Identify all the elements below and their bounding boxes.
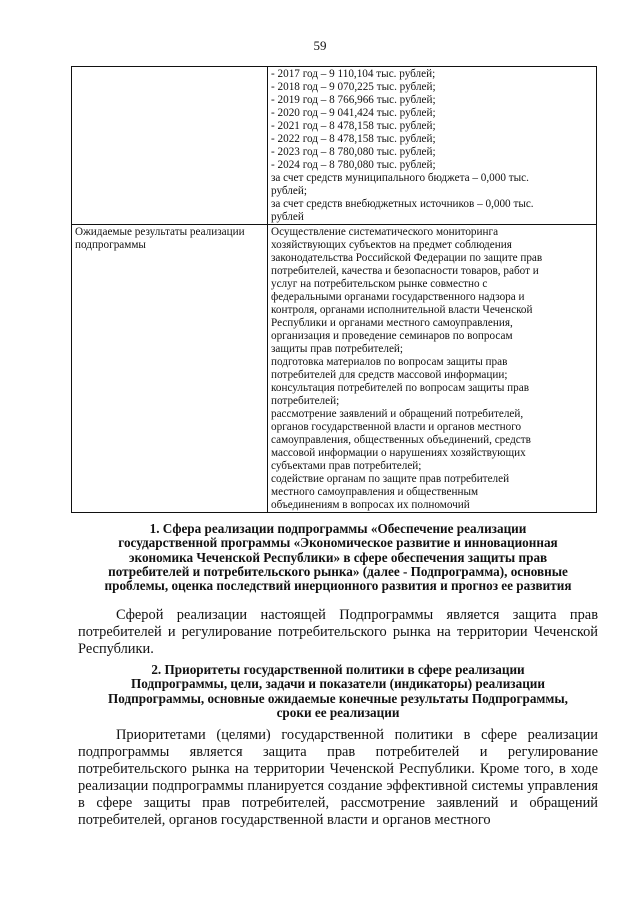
finance-line: - 2017 год – 9 110,104 тыс. рублей; <box>271 68 436 80</box>
finance-value-cell <box>268 67 597 225</box>
results-line: федеральными органами государственного надзора и <box>271 291 525 303</box>
results-line: защиты прав потребителей; <box>271 343 404 355</box>
finance-lines <box>271 68 593 224</box>
results-line: рассмотрение заявлений и обращений потребителей, <box>271 408 524 420</box>
heading-line: 1. Сфера реализации подпрограммы «Обеспечение реализации <box>149 522 527 536</box>
results-line: объединениям в вопросах их полномочий <box>271 499 470 511</box>
results-line: самоуправления, общественных объединений, средств <box>271 434 531 446</box>
finance-label-cell <box>72 67 268 225</box>
results-label-cell <box>72 225 268 513</box>
results-line: услуг на потребительском рынке совместно с <box>271 278 488 290</box>
heading-line: государственной программы «Экономическое развитие и инновационная <box>118 536 558 551</box>
results-line: массовой информации о нарушениях хозяйствующих <box>271 447 526 459</box>
results-line: организация и проведение семинаров по вопросам <box>271 330 513 342</box>
heading-line: Подпрограммы, цели, задачи и показатели (индикаторы) реализации <box>130 677 545 692</box>
heading-line: Подпрограммы, основные ожидаемые конечные результаты Подпрограммы, <box>108 691 568 706</box>
table-row-finance <box>72 67 597 225</box>
finance-line: за счет средств муниципального бюджета – 0,000 тыс. <box>271 172 529 184</box>
finance-line: - 2022 год – 8 478,158 тыс. рублей; <box>271 133 436 145</box>
section2-paragraph: Приоритетами (целями) государственной политики в сфере реализации подпрограммы является защита прав потребителей и регулирование потребительского рынка на территории Чеченской Республики. Кроме того, в ходе реализации подпрограммы планируется создание эффективной системы управления в сфере защиты прав потребителей, рассмотрение заявлений и обращений потребителей, органов государственной власти и органов местного <box>78 727 598 828</box>
finance-line: - 2024 год – 8 780,080 тыс. рублей; <box>271 159 436 171</box>
finance-line: - 2019 год – 8 766,966 тыс. рублей; <box>271 94 436 106</box>
results-line: потребителей, качества и безопасности товаров, работ и <box>271 265 539 277</box>
finance-line: - 2018 год – 9 070,225 тыс. рублей; <box>271 81 436 93</box>
finance-line: рублей; <box>271 185 307 197</box>
finance-line: - 2020 год – 9 041,424 тыс. рублей; <box>271 107 436 119</box>
section2-heading <box>78 663 598 720</box>
section1-heading <box>78 522 598 593</box>
results-line: подготовка материалов по вопросам защиты прав <box>271 356 508 368</box>
results-line: органов государственной власти и органов местного <box>271 421 522 433</box>
finance-line: за счет средств внебюджетных источников – 0,000 тыс. <box>271 198 534 210</box>
results-line: консультация потребителей по вопросам защиты прав <box>271 382 530 394</box>
results-line: законодательства Российской Федерации по защите прав <box>271 252 543 264</box>
section1-paragraph: Сферой реализации настоящей Подпрограммы является защита прав потребителей и регулирование потребительского рынка на территории Чеченской Республики. <box>78 607 598 657</box>
finance-line: - 2023 год – 8 780,080 тыс. рублей; <box>271 146 436 158</box>
finance-line: рублей <box>271 211 304 223</box>
results-line: Осуществление систематического мониторинга <box>271 226 499 238</box>
page-number: 59 <box>313 38 327 53</box>
table-row-results <box>72 225 597 513</box>
heading-line: потребителей и потребительского рынка» (далее - Подпрограмма), основные <box>108 564 568 579</box>
heading-line: экономика Чеченской Республики» в сфере обеспечения защиты прав <box>128 550 548 565</box>
results-line: потребителей; <box>271 395 340 407</box>
heading-line: 2. Приоритеты государственной политики в сфере реализации <box>151 663 525 677</box>
heading-line: сроки ее реализации <box>276 705 400 720</box>
subprogram-passport-table <box>71 66 597 513</box>
results-line: контроля, органами исполнительной власти Чеченской <box>271 304 533 316</box>
results-line: субъектами прав потребителей; <box>271 460 422 472</box>
results-line: потребителей для средств массовой информации; <box>271 369 508 381</box>
results-line: Республики и органами местного самоуправления, <box>271 317 513 329</box>
finance-line: - 2021 год – 8 478,158 тыс. рублей; <box>271 120 436 132</box>
results-label: Ожидаемые результаты реализации подпрограммы <box>75 226 245 251</box>
results-line: хозяйствующих субъектов на предмет соблюдения <box>271 239 512 251</box>
heading-line: проблемы, оценка последствий инерционного развития и прогноз ее развития <box>104 579 572 594</box>
results-line: местного самоуправления и общественным <box>271 486 479 498</box>
results-line: содействие органам по защите прав потребителей <box>271 473 510 485</box>
results-value-cell <box>268 225 597 513</box>
results-lines <box>271 226 593 512</box>
